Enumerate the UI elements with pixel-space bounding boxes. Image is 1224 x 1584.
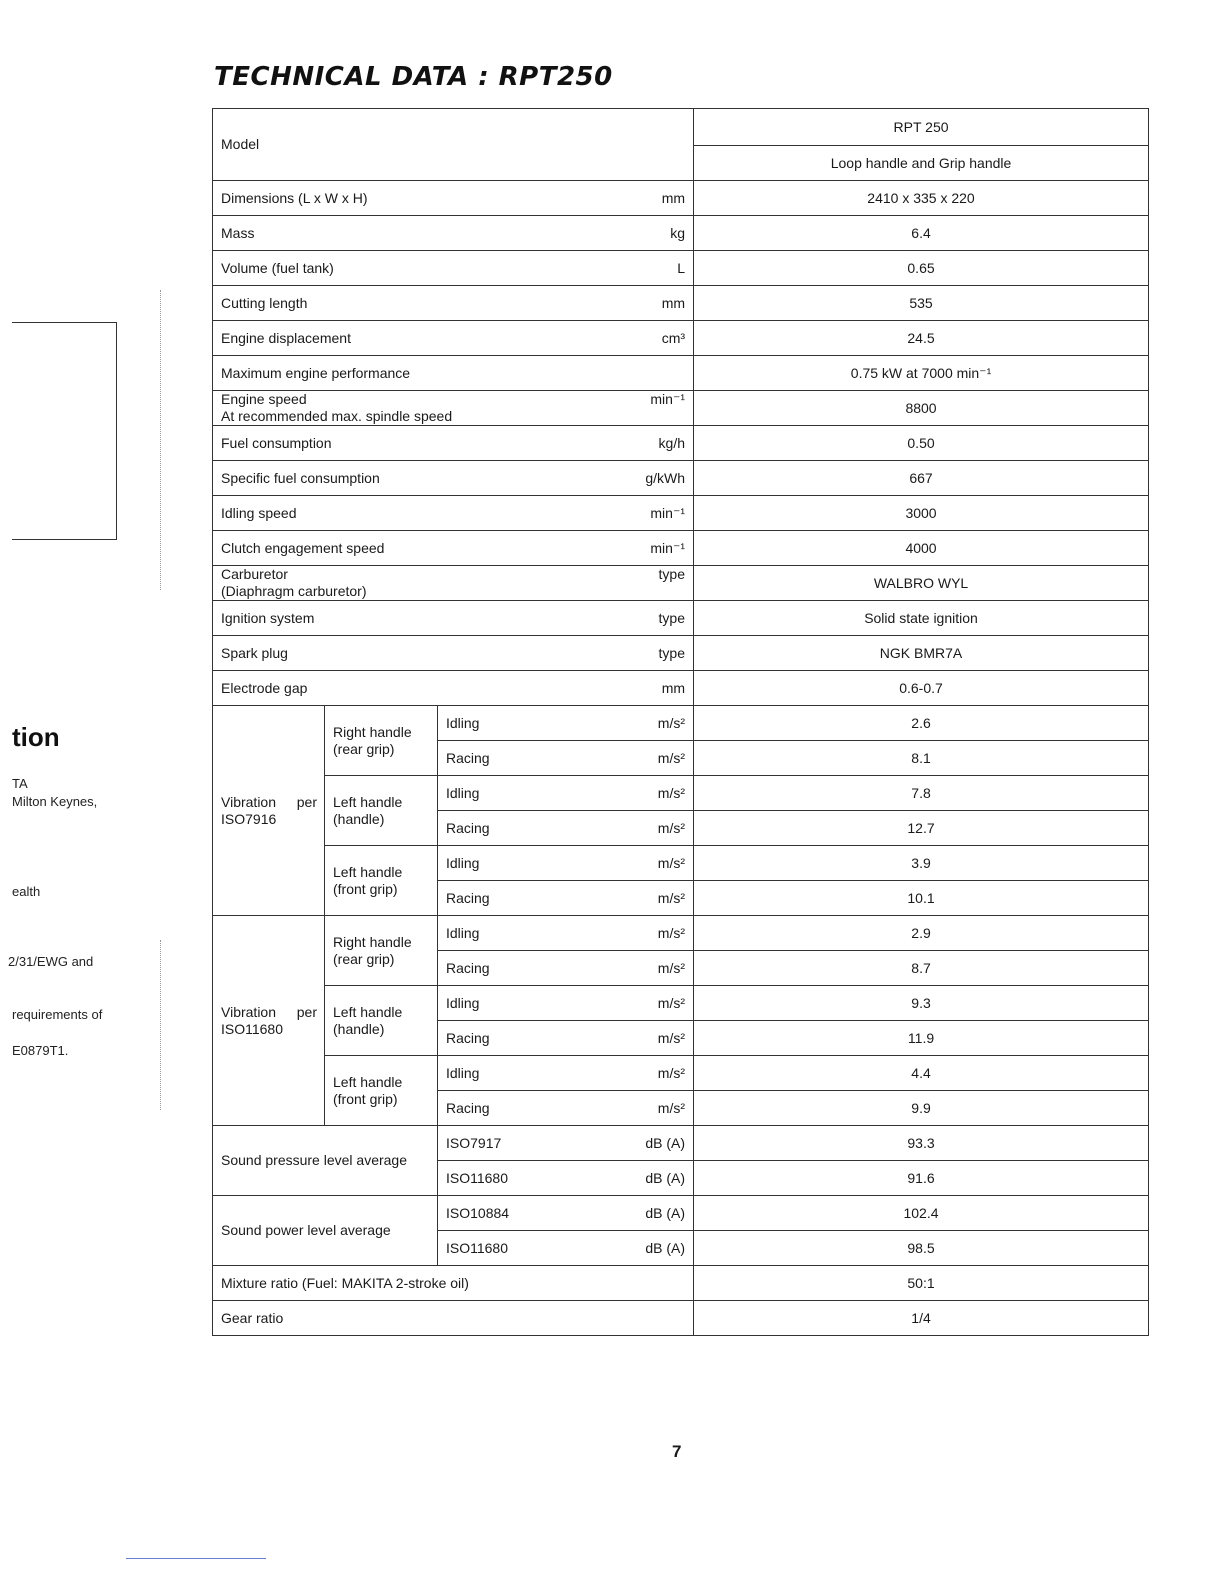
table-row <box>213 286 1149 321</box>
spec-label: Cutting length <box>221 294 308 311</box>
table-row <box>213 566 1149 601</box>
sound-value: 98.5 <box>694 1231 1149 1266</box>
sound-value: 102.4 <box>694 1196 1149 1231</box>
spec-label: Electrode gap <box>221 679 308 696</box>
vibration-label-line: Vibration per <box>221 793 317 810</box>
vibration-mode: Racing <box>446 959 490 976</box>
vibration-mode-cell <box>438 776 694 811</box>
vibration-standard: ISO7916 <box>221 810 277 827</box>
sound-standard: ISO7917 <box>446 1134 502 1151</box>
spec-label-cell <box>213 426 694 461</box>
vibration-unit: m/s² <box>657 854 686 871</box>
handle-grip: (front grip) <box>333 1090 398 1107</box>
table-row <box>213 776 1149 811</box>
table-row <box>213 601 1149 636</box>
spec-label: Mass <box>221 224 255 241</box>
vibration-mode-cell <box>438 986 694 1021</box>
spec-value: 0.65 <box>694 251 1149 286</box>
vibration-mode-cell <box>438 951 694 986</box>
spec-label-cell <box>213 286 694 321</box>
spec-label: Ignition system <box>221 609 315 626</box>
table-row <box>213 251 1149 286</box>
vibration-value: 8.7 <box>694 951 1149 986</box>
table-row <box>213 671 1149 706</box>
spec-unit: kg/h <box>658 434 686 451</box>
vibration-mode-cell <box>438 811 694 846</box>
handle-name: Right handle <box>333 933 412 950</box>
spec-label: Mixture ratio (Fuel: MAKITA 2-stroke oil) <box>213 1266 694 1301</box>
vibration-value: 7.8 <box>694 776 1149 811</box>
vibration-mode: Idling <box>446 994 480 1011</box>
sound-standard-cell <box>438 1126 694 1161</box>
table-row <box>213 181 1149 216</box>
vibration-unit: m/s² <box>657 749 686 766</box>
table-row <box>213 321 1149 356</box>
spec-label: Dimensions (L x W x H) <box>221 189 368 206</box>
vibration-unit: m/s² <box>657 924 686 941</box>
spec-unit: min⁻¹ <box>650 504 686 521</box>
sound-standard: ISO11680 <box>446 1169 509 1186</box>
margin-box-fragment <box>12 322 117 540</box>
margin-text-fragment: TA <box>12 776 28 791</box>
sound-unit: dB (A) <box>645 1134 686 1151</box>
spec-unit: min⁻¹ <box>650 539 686 556</box>
vibration-mode: Idling <box>446 1064 480 1081</box>
spec-label: Idling speed <box>221 504 297 521</box>
sound-standard: ISO10884 <box>446 1204 510 1221</box>
handle-label <box>325 846 438 916</box>
technical-data-table <box>212 108 1149 1336</box>
handle-name: Left handle <box>333 1003 403 1020</box>
vibration-mode: Idling <box>446 854 480 871</box>
spec-value: 2410 x 335 x 220 <box>694 181 1149 216</box>
spec-label-cell <box>213 566 694 601</box>
spec-label-cell <box>213 356 694 391</box>
table-row <box>213 426 1149 461</box>
spec-label-cell <box>213 636 694 671</box>
spec-label: Fuel consumption <box>221 434 332 451</box>
margin-text-fragment: Milton Keynes, <box>12 794 98 809</box>
spec-label: Engine speed <box>221 391 307 407</box>
vibration-value: 9.9 <box>694 1091 1149 1126</box>
spec-unit: cm³ <box>661 329 686 346</box>
model-value: RPT 250 <box>694 109 1149 146</box>
vibration-unit: m/s² <box>657 819 686 836</box>
margin-dotted-rule <box>160 940 161 1110</box>
margin-text-fragment: requirements of <box>12 1007 103 1022</box>
spec-label: Spark plug <box>221 644 288 661</box>
spec-value: 0.6-0.7 <box>694 671 1149 706</box>
spec-value: 6.4 <box>694 216 1149 251</box>
table-row <box>213 916 1149 951</box>
vibration-mode-cell <box>438 1021 694 1056</box>
spec-value: Solid state ignition <box>694 601 1149 636</box>
vibration-mode: Racing <box>446 1099 490 1116</box>
table-row <box>213 531 1149 566</box>
spec-label: Engine displacement <box>221 329 351 346</box>
table-row <box>213 1266 1149 1301</box>
margin-text-fragment: E0879T1. <box>12 1043 69 1058</box>
handle-grip: (front grip) <box>333 880 398 897</box>
page-number: 7 <box>672 1442 682 1461</box>
vibration-unit: m/s² <box>657 784 686 801</box>
spec-label: Clutch engagement speed <box>221 539 385 556</box>
spec-label: Volume (fuel tank) <box>221 259 334 276</box>
vibration-mode: Racing <box>446 749 490 766</box>
sound-value: 93.3 <box>694 1126 1149 1161</box>
spec-label-detail: At recommended max. spindle speed <box>221 408 453 424</box>
sound-unit: dB (A) <box>645 1169 686 1186</box>
vibration-label-line: Vibration per <box>221 1003 317 1020</box>
vibration-standard: ISO11680 <box>221 1020 284 1037</box>
spec-label-cell <box>213 321 694 356</box>
vibration-value: 2.6 <box>694 706 1149 741</box>
spec-unit: min⁻¹ <box>650 391 686 407</box>
spec-unit: type <box>658 644 686 661</box>
spec-label: Carburetor <box>221 566 288 582</box>
vibration-mode-cell <box>438 1091 694 1126</box>
margin-dotted-rule <box>160 290 161 590</box>
spec-label-cell <box>213 181 694 216</box>
spec-value: WALBRO WYL <box>694 566 1149 601</box>
vibration-value: 4.4 <box>694 1056 1149 1091</box>
spec-value: 8800 <box>694 391 1149 426</box>
table-row <box>213 356 1149 391</box>
spec-value: 50:1 <box>694 1266 1149 1301</box>
table-row <box>213 391 1149 426</box>
vibration-unit: m/s² <box>657 1099 686 1116</box>
spec-unit: type <box>658 609 686 626</box>
table-row <box>213 636 1149 671</box>
margin-text-fragment: ealth <box>12 884 41 899</box>
vibration-unit: m/s² <box>657 1064 686 1081</box>
handle-label <box>325 916 438 986</box>
vibration-mode: Idling <box>446 784 480 801</box>
spec-unit: g/kWh <box>645 469 686 486</box>
sound-standard-cell <box>438 1161 694 1196</box>
page-title: TECHNICAL DATA : RPT250 <box>214 62 613 92</box>
spec-label-cell <box>213 671 694 706</box>
handle-name: Left handle <box>333 793 403 810</box>
table-row <box>213 846 1149 881</box>
spec-label-cell <box>213 461 694 496</box>
spec-value: 535 <box>694 286 1149 321</box>
vibration-unit: m/s² <box>657 959 686 976</box>
vibration-value: 2.9 <box>694 916 1149 951</box>
table-row <box>213 1126 1149 1161</box>
spec-unit: mm <box>661 189 686 206</box>
spec-unit: type <box>658 566 686 582</box>
vibration-mode: Idling <box>446 714 480 731</box>
vibration-unit: m/s² <box>657 889 686 906</box>
handle-label <box>325 986 438 1056</box>
handle-label <box>325 776 438 846</box>
handle-label <box>325 706 438 776</box>
spec-value: 667 <box>694 461 1149 496</box>
spec-label-cell <box>213 496 694 531</box>
handle-grip: (rear grip) <box>333 740 395 757</box>
vibration-mode: Racing <box>446 1029 490 1046</box>
spec-value: 24.5 <box>694 321 1149 356</box>
spec-label-cell <box>213 601 694 636</box>
sound-value: 91.6 <box>694 1161 1149 1196</box>
spec-label: Gear ratio <box>213 1301 694 1336</box>
vibration-value: 9.3 <box>694 986 1149 1021</box>
spec-value: NGK BMR7A <box>694 636 1149 671</box>
spec-label: Specific fuel consumption <box>221 469 380 486</box>
vibration-mode-cell <box>438 1056 694 1091</box>
model-label: Model <box>213 109 694 181</box>
model-subvalue: Loop handle and Grip handle <box>694 146 1149 181</box>
handle-grip: (handle) <box>333 1020 385 1037</box>
handle-name: Right handle <box>333 723 412 740</box>
vibration-mode-cell <box>438 741 694 776</box>
margin-text-fragment: 2/31/EWG and <box>8 954 94 969</box>
spec-value: 4000 <box>694 531 1149 566</box>
sound-standard-cell <box>438 1196 694 1231</box>
sound-label: Sound pressure level average <box>213 1126 438 1196</box>
handle-grip: (rear grip) <box>333 950 395 967</box>
table-row <box>213 706 1149 741</box>
table-row <box>213 461 1149 496</box>
spec-label-cell <box>213 251 694 286</box>
vibration-mode: Racing <box>446 819 490 836</box>
table-row <box>213 1056 1149 1091</box>
spec-value: 0.50 <box>694 426 1149 461</box>
spec-unit: kg <box>670 224 686 241</box>
table-row <box>213 986 1149 1021</box>
spec-unit: mm <box>661 294 686 311</box>
margin-heading-fragment: tion <box>12 722 60 752</box>
spec-unit: L <box>677 259 686 276</box>
table-row <box>213 496 1149 531</box>
spec-value: 3000 <box>694 496 1149 531</box>
vibration-value: 8.1 <box>694 741 1149 776</box>
vibration-mode-cell <box>438 916 694 951</box>
spec-value: 0.75 kW at 7000 min⁻¹ <box>694 356 1149 391</box>
vibration-unit: m/s² <box>657 1029 686 1046</box>
sound-unit: dB (A) <box>645 1204 686 1221</box>
table-row <box>213 1196 1149 1231</box>
spec-value: 1/4 <box>694 1301 1149 1336</box>
vibration-standard-label <box>213 916 325 1126</box>
spec-label: Maximum engine performance <box>221 364 411 381</box>
table-row <box>213 1301 1149 1336</box>
vibration-mode-cell <box>438 706 694 741</box>
vibration-unit: m/s² <box>657 994 686 1011</box>
vibration-value: 10.1 <box>694 881 1149 916</box>
handle-label <box>325 1056 438 1126</box>
vibration-unit: m/s² <box>657 714 686 731</box>
vibration-value: 12.7 <box>694 811 1149 846</box>
handle-name: Left handle <box>333 1073 403 1090</box>
bottom-rule <box>126 1558 266 1559</box>
spec-unit: mm <box>661 679 686 696</box>
sound-unit: dB (A) <box>645 1239 686 1256</box>
table-row <box>213 109 1149 146</box>
table-row <box>213 216 1149 251</box>
vibration-mode-cell <box>438 881 694 916</box>
vibration-mode-cell <box>438 846 694 881</box>
vibration-value: 11.9 <box>694 1021 1149 1056</box>
sound-standard-cell <box>438 1231 694 1266</box>
sound-standard: ISO11680 <box>446 1239 509 1256</box>
sound-label: Sound power level average <box>213 1196 438 1266</box>
vibration-standard-label <box>213 706 325 916</box>
spec-label-cell <box>213 391 694 426</box>
handle-name: Left handle <box>333 863 403 880</box>
spec-label-detail: (Diaphragm carburetor) <box>221 583 367 599</box>
spec-label-cell <box>213 216 694 251</box>
vibration-value: 3.9 <box>694 846 1149 881</box>
spec-label-cell <box>213 531 694 566</box>
vibration-mode: Idling <box>446 924 480 941</box>
vibration-mode: Racing <box>446 889 490 906</box>
handle-grip: (handle) <box>333 810 385 827</box>
